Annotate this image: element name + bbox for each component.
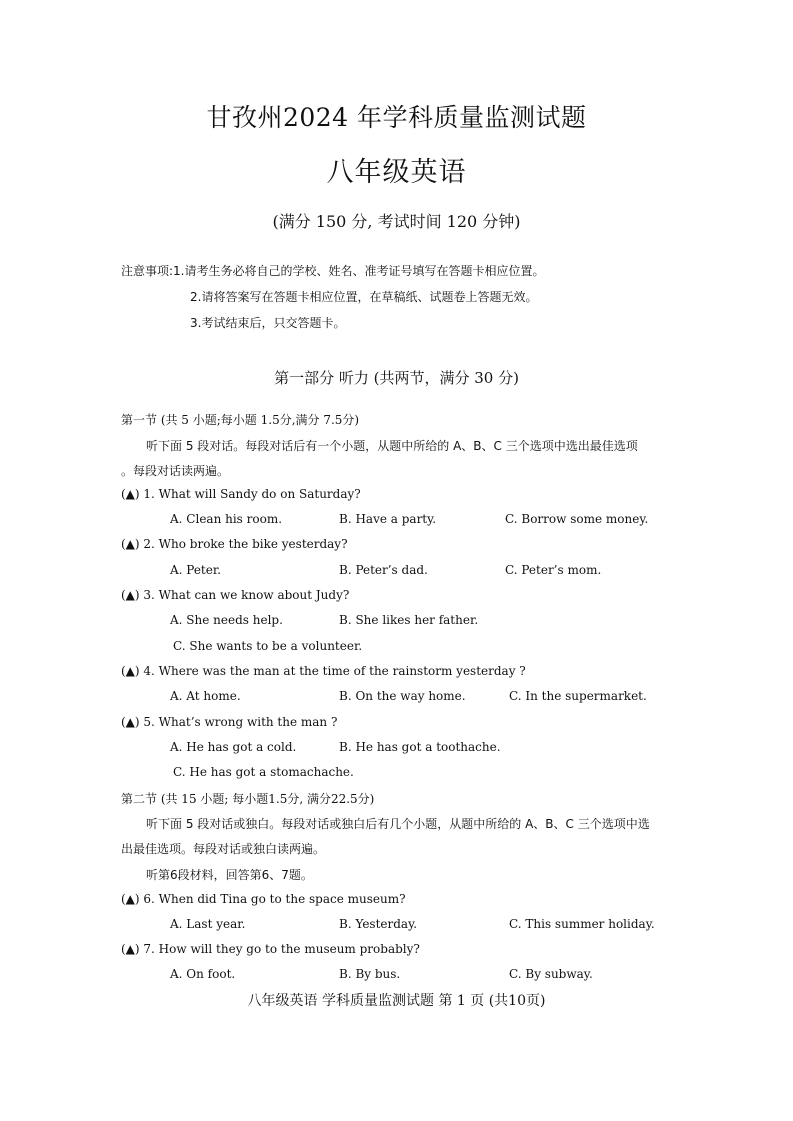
notes-item: 3.考试结束后，只交答题卡。: [190, 316, 346, 330]
option-b: B. On the way home.: [339, 689, 466, 703]
option-c: C. He has got a stomachache.: [173, 765, 354, 779]
option-c: C. This summer holiday.: [509, 917, 655, 931]
option-b: B. She likes her father.: [339, 613, 479, 627]
option-b: B. He has got a toothache.: [339, 740, 501, 754]
option-c: C. In the supermarket.: [509, 689, 647, 703]
option-c: C. Peter’s mom.: [505, 563, 602, 577]
option-a: A. Last year.: [170, 917, 246, 931]
section-instruction: 。每段对话读两遍。: [121, 464, 230, 478]
section-instruction: 听下面 5 段对话。每段对话后有一个小题，从题中所给的 A、B、C 三个选项中选出最佳选项: [146, 439, 638, 453]
option-a: A. Clean his room.: [170, 512, 283, 526]
exam-subject: 八年级英语: [326, 157, 467, 188]
page-footer: 八年级英语 学科质量监测试题 第 1 页 (共10页): [247, 993, 546, 1009]
score-time: (满分 150 分, 考试时间 120 分钟): [272, 212, 521, 231]
question-stem: (▲) 2. Who broke the bike yesterday?: [121, 537, 348, 551]
option-a: A. Peter.: [170, 563, 222, 577]
part-title: 第一部分 听力 (共两节，满分 30 分): [274, 369, 519, 387]
question-stem: (▲) 6. When did Tina go to the space museum?: [121, 892, 406, 906]
option-c: C. Borrow some money.: [505, 512, 649, 526]
option-a: A. At home.: [170, 689, 241, 703]
question-stem: (▲) 1. What will Sandy do on Saturday?: [121, 487, 361, 501]
option-b: B. Have a party.: [339, 512, 437, 526]
section-heading: 第一节 (共 5 小题;每小题 1.5分,满分 7.5分): [121, 413, 360, 427]
question-stem: (▲) 4. Where was the man at the time of the rainstorm yesterday ?: [121, 664, 526, 678]
exam-title: 甘孜州2024 年学科质量监测试题: [206, 103, 587, 132]
section-instruction: 出最佳选项。每段对话或独白读两遍。: [121, 842, 326, 856]
section-instruction: 听下面 5 段对话或独白。每段对话或独白后有几个小题，从题中所给的 A、B、C 三个选项中选: [146, 817, 650, 831]
option-c: C. By subway.: [509, 967, 593, 981]
option-a: A. He has got a cold.: [170, 740, 297, 754]
section-heading: 第二节 (共 15 小题; 每小题1.5分, 满分22.5分): [121, 792, 375, 806]
notes-item: 2.请将答案写在答题卡相应位置，在草稿纸、试题卷上答题无效。: [190, 290, 538, 304]
notes-label: 注意事项:: [121, 264, 174, 278]
question-stem: (▲) 7. How will they go to the museum probably?: [121, 942, 420, 956]
option-a: A. On foot.: [170, 967, 236, 981]
material-note: 听第6段材料，回答第6、7题。: [146, 868, 313, 882]
option-b: B. By bus.: [339, 967, 401, 981]
option-c: C. She wants to be a volunteer.: [173, 639, 363, 653]
question-stem: (▲) 5. What’s wrong with the man ?: [121, 715, 338, 729]
option-a: A. She needs help.: [170, 613, 283, 627]
option-b: B. Yesterday.: [339, 917, 418, 931]
question-stem: (▲) 3. What can we know about Judy?: [121, 588, 350, 602]
option-b: B. Peter’s dad.: [339, 563, 428, 577]
notes-item: 1.请考生务必将自己的学校、姓名、准考证号填写在答题卡相应位置。: [173, 264, 545, 278]
